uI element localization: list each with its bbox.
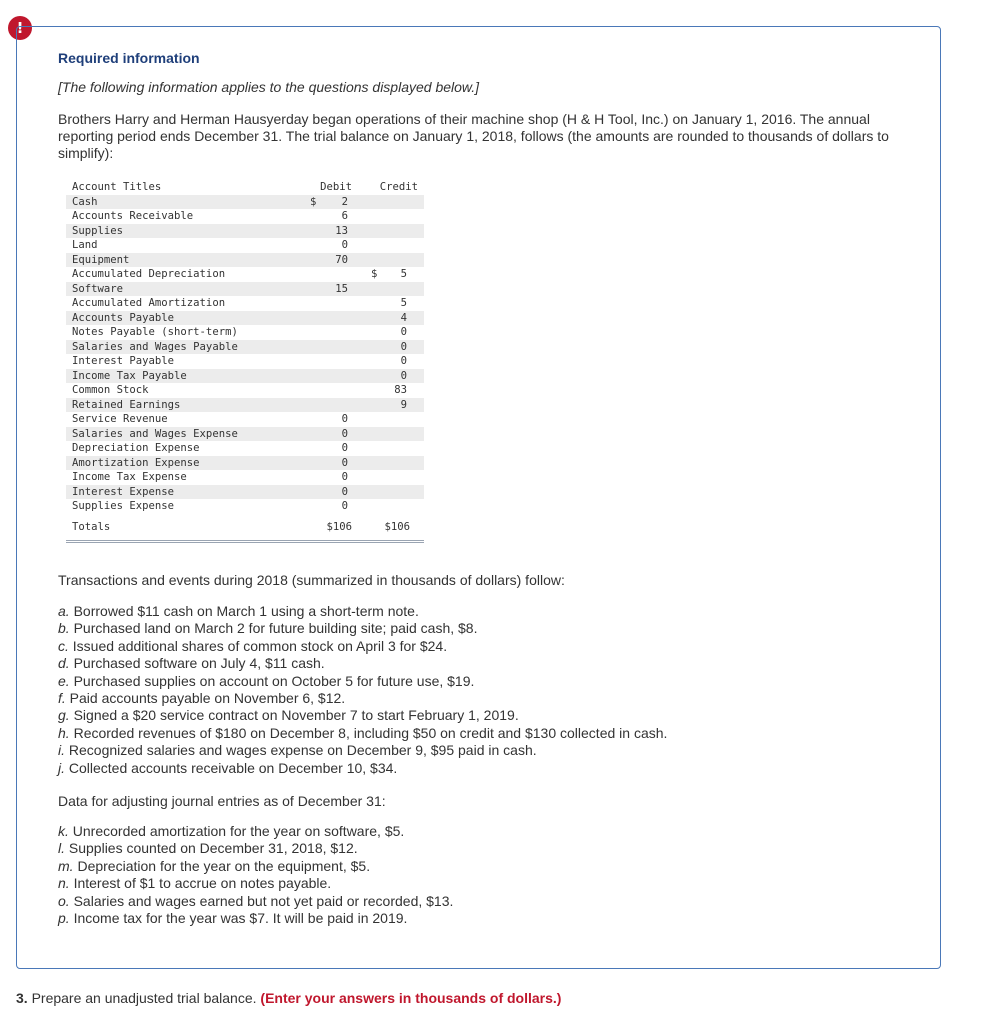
- table-row: [66, 398, 424, 413]
- debit-value: 0: [341, 427, 348, 440]
- adjustments-list: [58, 823, 453, 927]
- table-row: [66, 441, 424, 456]
- item-letter: i.: [58, 742, 65, 759]
- debit-value: 0: [341, 485, 348, 498]
- alert-icon: !: [8, 16, 32, 40]
- question-prompt: [16, 990, 561, 1006]
- credit-value: 0: [400, 369, 407, 382]
- account-title: Land: [72, 239, 98, 251]
- list-item: [58, 638, 667, 655]
- table-header-row: [66, 180, 424, 195]
- item-text: Collected accounts receivable on December 10, $34.: [68, 759, 398, 776]
- account-title: Common Stock: [72, 384, 149, 396]
- item-text: Issued additional shares of common stock on April 3 for $24.: [72, 637, 448, 654]
- table-row: [66, 340, 424, 355]
- item-letter: k.: [58, 823, 69, 839]
- account-title: Supplies: [72, 224, 124, 237]
- item-text: Depreciation for the year on the equipment, $5.: [77, 857, 371, 874]
- account-title: Notes Payable (short-term): [72, 326, 238, 338]
- list-item: [58, 707, 667, 724]
- account-title: Interest Expense: [72, 485, 175, 498]
- intro-paragraph: Brothers Harry and Herman Hausyerday began operations of their machine shop (H & H Tool, Inc.) on January 1, 2016. The annual reporting period ends December 31. The trial balance on January 1, 2018, follows (the amounts are rounded to thousands of dollars to simplify):: [58, 111, 889, 161]
- table-row: [66, 209, 424, 224]
- table-row: [66, 427, 424, 442]
- table-row: [66, 412, 424, 427]
- item-text: Unrecorded amortization for the year on software, $5.: [72, 823, 405, 839]
- debit-value: 0: [341, 413, 348, 425]
- totals-debit: $106: [326, 520, 352, 533]
- credit-value: 0: [400, 326, 407, 338]
- account-title: Supplies Expense: [72, 500, 175, 512]
- credit-value: 0: [400, 355, 407, 367]
- item-letter: g.: [58, 707, 70, 724]
- account-title: Depreciation Expense: [72, 442, 200, 454]
- header-debit: Debit: [320, 181, 352, 193]
- table-row: [66, 383, 424, 398]
- item-text: Recognized salaries and wages expense on December 9, $95 paid in cash.: [68, 742, 537, 759]
- table-row: [66, 325, 424, 340]
- table-row: [66, 195, 424, 210]
- table-row: [66, 267, 424, 282]
- item-letter: p.: [58, 910, 70, 927]
- list-item: [58, 823, 453, 840]
- table-row: [66, 224, 424, 239]
- account-title: Retained Earnings: [72, 398, 181, 411]
- list-item: [58, 760, 667, 777]
- header-account-titles: Account Titles: [72, 181, 162, 193]
- list-item: [58, 620, 667, 637]
- item-letter: b.: [58, 620, 70, 637]
- item-letter: m.: [58, 857, 74, 874]
- debit-value: 0: [341, 239, 348, 251]
- account-title: Software: [72, 282, 124, 295]
- account-title: Salaries and Wages Payable: [72, 340, 238, 353]
- account-title: Accounts Payable: [72, 311, 175, 324]
- item-text: Recorded revenues of $180 on December 8, including $50 on credit and $130 collected in cash.: [73, 724, 668, 741]
- debit-dollar-sign: $: [310, 195, 317, 208]
- item-letter: f.: [58, 690, 66, 707]
- debit-value: 2: [341, 195, 348, 208]
- credit-value: 5: [400, 268, 407, 280]
- table-row: [66, 499, 424, 514]
- debit-value: 0: [341, 442, 348, 454]
- item-text: Signed a $20 service contract on November 7 to start February 1, 2019.: [73, 707, 519, 724]
- item-letter: e.: [58, 672, 70, 689]
- table-row: [66, 456, 424, 471]
- account-title: Accounts Receivable: [72, 210, 194, 222]
- item-text: Purchased land on March 2 for future building site; paid cash, $8.: [73, 620, 478, 637]
- list-item: [58, 603, 667, 620]
- debit-value: 70: [335, 253, 348, 266]
- credit-dollar-sign: $: [371, 268, 378, 280]
- debit-value: 15: [335, 282, 348, 295]
- debit-value: 0: [341, 471, 348, 483]
- debit-value: 6: [341, 210, 348, 222]
- credit-value: 5: [400, 297, 407, 309]
- item-letter: a.: [58, 603, 70, 619]
- debit-value: 0: [341, 500, 348, 512]
- table-row: [66, 311, 424, 326]
- item-letter: h.: [58, 724, 70, 741]
- list-item: [58, 673, 667, 690]
- question-number: 3.: [16, 990, 28, 1006]
- item-letter: d.: [58, 655, 70, 672]
- table-row: [66, 238, 424, 253]
- account-title: Accumulated Amortization: [72, 297, 226, 309]
- question-hint: (Enter your answers in thousands of dollars.): [260, 990, 562, 1006]
- credit-value: 4: [400, 311, 407, 324]
- debit-value: 13: [335, 224, 348, 237]
- table-row: [66, 296, 424, 311]
- credit-value: 9: [400, 398, 407, 411]
- item-letter: l.: [58, 840, 65, 857]
- list-item: [58, 742, 667, 759]
- item-text: Paid accounts payable on November 6, $12.: [69, 690, 346, 707]
- item-text: Interest of $1 to accrue on notes payable.: [73, 875, 332, 892]
- totals-row: [66, 514, 424, 543]
- table-row: [66, 485, 424, 500]
- account-title: Income Tax Expense: [72, 471, 187, 483]
- list-item: [58, 840, 453, 857]
- list-item: [58, 655, 667, 672]
- list-item: [58, 910, 453, 927]
- table-row: [66, 354, 424, 369]
- list-item: [58, 690, 667, 707]
- totals-credit: $106: [384, 520, 410, 533]
- item-text: Salaries and wages earned but not yet paid or recorded, $13.: [73, 892, 454, 909]
- item-letter: j.: [58, 759, 65, 776]
- list-item: [58, 858, 453, 875]
- item-letter: n.: [58, 875, 70, 892]
- adjusting-intro: Data for adjusting journal entries as of December 31:: [58, 793, 386, 809]
- totals-label: Totals: [72, 520, 111, 533]
- transactions-intro: Transactions and events during 2018 (summarized in thousands of dollars) follow:: [58, 572, 565, 588]
- required-information-title: Required information: [58, 50, 200, 66]
- trial-balance-table: [66, 180, 424, 543]
- header-credit: Credit: [379, 181, 418, 193]
- account-title: Salaries and Wages Expense: [72, 427, 238, 440]
- list-item: [58, 725, 667, 742]
- account-title: Service Revenue: [72, 413, 168, 425]
- item-text: Purchased software on July 4, $11 cash.: [73, 655, 325, 672]
- info-note: [The following information applies to the questions displayed below.]: [58, 79, 480, 95]
- list-item: [58, 893, 453, 910]
- table-row: [66, 282, 424, 297]
- item-letter: o.: [58, 892, 70, 909]
- account-title: Interest Payable: [72, 355, 175, 367]
- item-text: Purchased supplies on account on October 5 for future use, $19.: [73, 672, 475, 689]
- transactions-list: [58, 603, 667, 777]
- account-title: Accumulated Depreciation: [72, 268, 226, 280]
- item-text: Borrowed $11 cash on March 1 using a short-term note.: [73, 603, 419, 619]
- table-row: [66, 470, 424, 485]
- account-title: Amortization Expense: [72, 456, 200, 469]
- table-row: [66, 253, 424, 268]
- item-text: Supplies counted on December 31, 2018, $12.: [68, 840, 358, 857]
- list-item: [58, 875, 453, 892]
- table-row: [66, 369, 424, 384]
- debit-value: 0: [341, 456, 348, 469]
- account-title: Equipment: [72, 253, 130, 266]
- question-text: Prepare an unadjusted trial balance.: [31, 990, 257, 1006]
- item-text: Income tax for the year was $7. It will be paid in 2019.: [73, 910, 408, 927]
- credit-value: 0: [400, 340, 407, 353]
- account-title: Income Tax Payable: [72, 369, 187, 382]
- account-title: Cash: [72, 195, 98, 208]
- item-letter: c.: [58, 637, 69, 654]
- credit-value: 83: [394, 384, 407, 396]
